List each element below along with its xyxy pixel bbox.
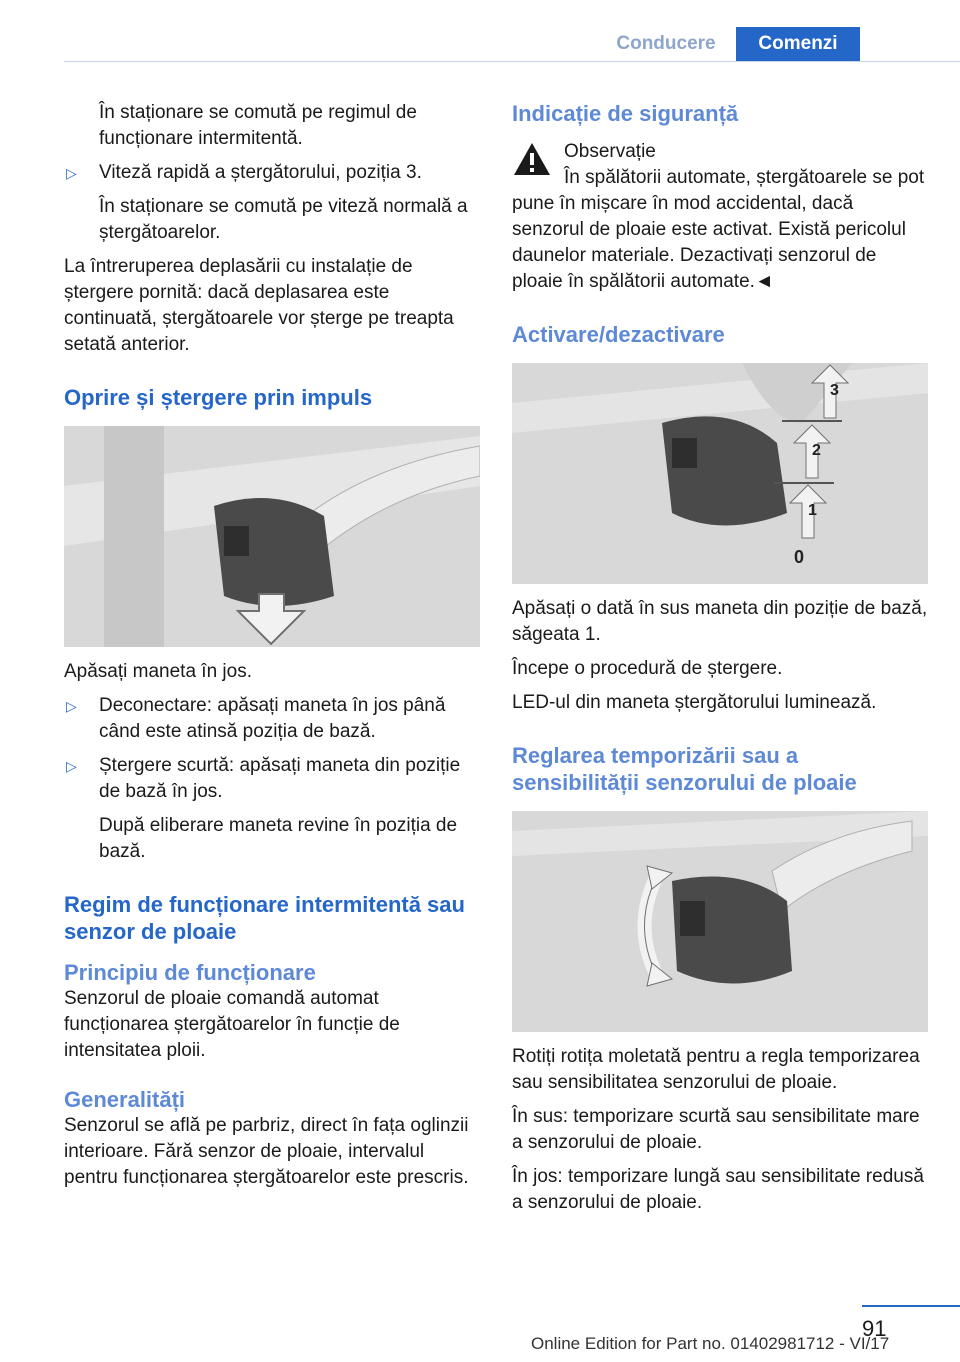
heading-intermittent-rain-sensor: Regim de funcționare intermitentă sau senzor de ploaie bbox=[64, 892, 465, 944]
edition-note: Online Edition for Part no. 01402981712 - VI/17 bbox=[531, 1334, 890, 1353]
warning-text: În spălătorii automate, ștergătoarele se pot pune în mișcare în mod accidental, dacă senzorul de ploaie este activat. Există pericolul daunelor materiale. Dezactivați senzorul de ploaie în spălătorii automate.◄ bbox=[512, 167, 925, 292]
page-number: 91 bbox=[862, 1316, 887, 1341]
paragraph-interruption: La întreruperea deplasării cu instalație de ștergere pornită: dacă deplasarea este continuată, ștergătoarele vor șterge pe treapta setată anterior. bbox=[64, 256, 454, 355]
paragraph-normal-speed: În staționare se comută pe viteză normală a ștergătoarelor. bbox=[99, 196, 468, 243]
paragraph-release: După eliberare maneta revine în poziția de bază. bbox=[99, 815, 458, 862]
header-rule bbox=[64, 61, 960, 62]
heading-general: Generalități bbox=[64, 1087, 186, 1112]
paragraph-up: În sus: temporizare scurtă sau sensibilitate mare a senzorului de ploaie. bbox=[512, 1106, 920, 1153]
list-item: ▷ Ștergere scurtă: apăsați maneta din poziție de bază în jos. bbox=[66, 755, 461, 802]
thumbwheel-illustration bbox=[512, 811, 928, 1032]
heading-principle: Principiu de funcționare bbox=[64, 960, 316, 985]
heading-activation: Activare/dezactivare bbox=[512, 322, 725, 347]
position-label-1: 1 bbox=[808, 502, 817, 519]
position-label-0: 0 bbox=[794, 547, 805, 567]
position-label-2: 2 bbox=[812, 442, 821, 459]
triangle-bullet-icon: ▷ bbox=[66, 758, 77, 774]
left-column bbox=[64, 100, 482, 1191]
footer-rule bbox=[862, 1305, 960, 1307]
triangle-bullet-icon: ▷ bbox=[66, 698, 77, 714]
tab-conducere[interactable]: Conducere bbox=[616, 33, 716, 54]
right-column bbox=[512, 100, 930, 1216]
position-label-3: 3 bbox=[830, 382, 839, 399]
paragraph-general: Senzorul se află pe parbriz, direct în fața oglinzii interioare. Fără senzor de ploaie, intervalul pentru funcționarea ștergătoarelor este prescris. bbox=[64, 1115, 469, 1188]
figure-lever-down bbox=[64, 426, 480, 647]
paragraph-principle: Senzorul de ploaie comandă automat funcționarea ștergătoarelor în funcție de intensitatea ploii. bbox=[64, 988, 400, 1061]
lever-positions-illustration bbox=[512, 363, 928, 584]
paragraph-intermittent: În staționare se comută pe regimul de funcționare intermitentă. bbox=[99, 102, 417, 149]
paragraph-press-down: Apăsați maneta în jos. bbox=[64, 661, 252, 682]
paragraph-wipe-start: Începe o procedură de ștergere. bbox=[512, 658, 783, 679]
paragraph-press-up: Apăsați o dată în sus maneta din poziție de bază, săgeata 1. bbox=[512, 598, 928, 645]
paragraph-down: În jos: temporizare lungă sau sensibilitate redusă a senzorului de ploaie. bbox=[512, 1166, 924, 1213]
list-item: ▷ Viteză rapidă a ștergătorului, poziția 3. bbox=[64, 160, 482, 186]
triangle-bullet-icon: ▷ bbox=[66, 165, 77, 181]
warning-triangle-icon bbox=[512, 141, 552, 177]
heading-safety: Indicație de siguranță bbox=[512, 101, 739, 126]
heading-impulse: Oprire și ștergere prin impuls bbox=[64, 385, 373, 410]
lever-down-illustration bbox=[64, 426, 480, 647]
paragraph-led: LED-ul din maneta ștergătorului luminează. bbox=[512, 692, 877, 713]
heading-adjust-sensitivity: Reglarea temporizării sau a sensibilității senzorului de ploaie bbox=[512, 743, 857, 795]
list-item: ▷ Deconectare: apăsați maneta în jos până când este atinsă poziția de bază. bbox=[66, 695, 446, 742]
warning-block bbox=[512, 139, 930, 165]
warning-title: Observație bbox=[564, 141, 656, 162]
figure-lever-positions bbox=[512, 363, 928, 584]
tab-comenzi[interactable]: Comenzi bbox=[736, 27, 860, 61]
paragraph-rotate-wheel: Rotiți rotița moletată pentru a regla temporizarea sau sensibilitatea senzorului de ploaie. bbox=[512, 1046, 920, 1093]
figure-thumbwheel bbox=[512, 811, 928, 1032]
